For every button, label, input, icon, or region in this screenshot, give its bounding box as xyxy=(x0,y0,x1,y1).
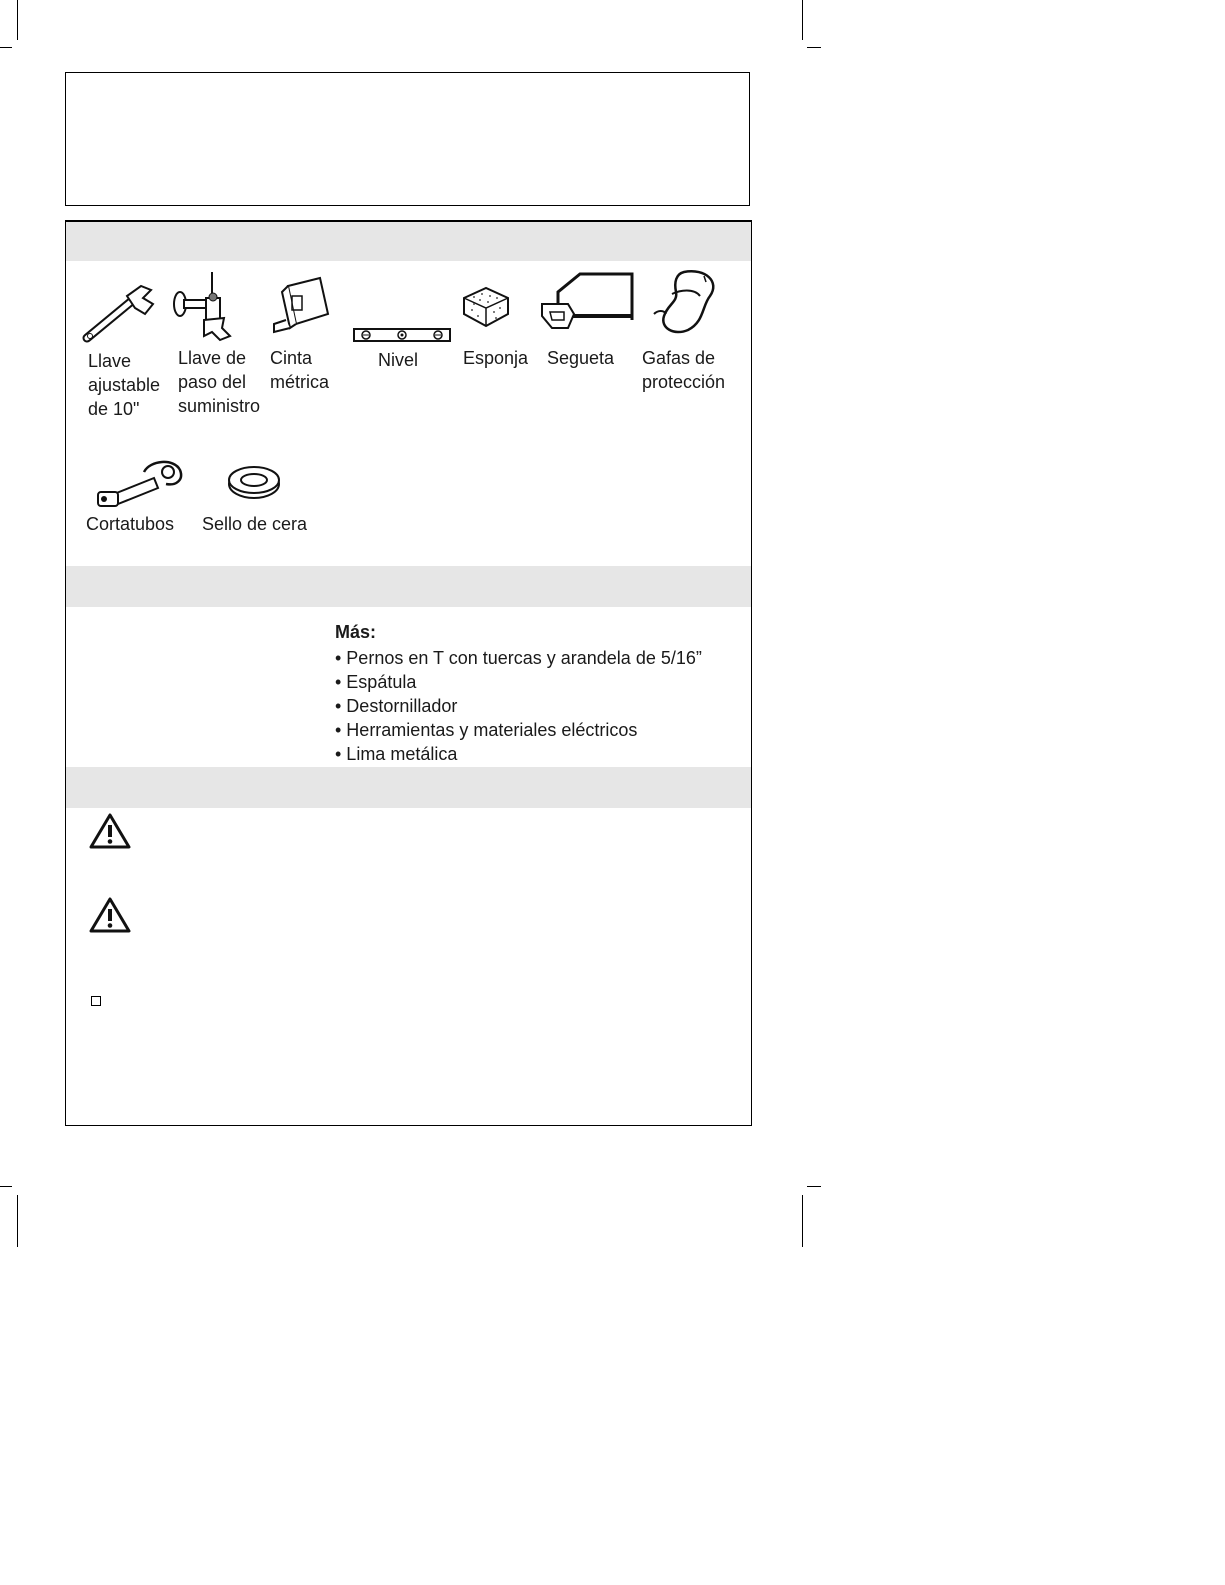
sponge-icon xyxy=(460,284,512,330)
warning-triangle-icon xyxy=(88,812,132,850)
section-band xyxy=(66,222,751,261)
tape-measure-icon xyxy=(270,274,334,338)
section-band xyxy=(66,566,751,607)
level-icon xyxy=(352,326,452,344)
wax-seal-icon xyxy=(226,462,282,502)
tool-label-wrench: Llave ajustable de 10" xyxy=(88,351,161,419)
crop-mark xyxy=(802,0,803,40)
crop-mark xyxy=(0,47,12,48)
wrench-icon xyxy=(81,280,159,346)
crop-mark xyxy=(0,1186,12,1187)
tool-label-tape: Cinta métrica xyxy=(270,348,330,392)
more-list xyxy=(335,646,702,766)
list-item: • Destornillador xyxy=(335,696,458,716)
crop-mark xyxy=(802,1195,803,1247)
safety-glasses-icon xyxy=(650,266,722,338)
tube-cutter-icon xyxy=(94,454,190,514)
tool-label-valve: Llave de paso del suministro xyxy=(178,348,261,416)
list-item: • Espátula xyxy=(335,672,417,692)
warning-triangle-icon xyxy=(88,896,132,934)
more-title: Más: xyxy=(335,622,377,642)
crop-mark xyxy=(807,47,821,48)
tool-label-seal: Sello de cera xyxy=(202,514,308,534)
hacksaw-icon xyxy=(538,270,638,334)
tool-label-glasses: Gafas de protección xyxy=(642,348,726,392)
shutoff-valve-icon xyxy=(170,270,248,350)
header-box xyxy=(65,72,750,206)
checkbox-icon xyxy=(91,996,101,1006)
crop-mark xyxy=(17,0,18,40)
tool-label-sponge: Esponja xyxy=(463,348,529,368)
crop-mark xyxy=(807,1186,821,1187)
crop-mark xyxy=(17,1195,18,1247)
section-band xyxy=(66,767,751,808)
tool-label-level: Nivel xyxy=(378,350,419,370)
list-item: • Herramientas y materiales eléctricos xyxy=(335,720,638,740)
tool-label-cutter: Cortatubos xyxy=(86,514,175,534)
tools-section xyxy=(65,220,752,1126)
tool-label-hacksaw: Segueta xyxy=(547,348,615,368)
list-item: • Pernos en T con tuercas y arandela de 5/16” xyxy=(335,648,702,668)
list-item: • Lima metálica xyxy=(335,744,458,764)
